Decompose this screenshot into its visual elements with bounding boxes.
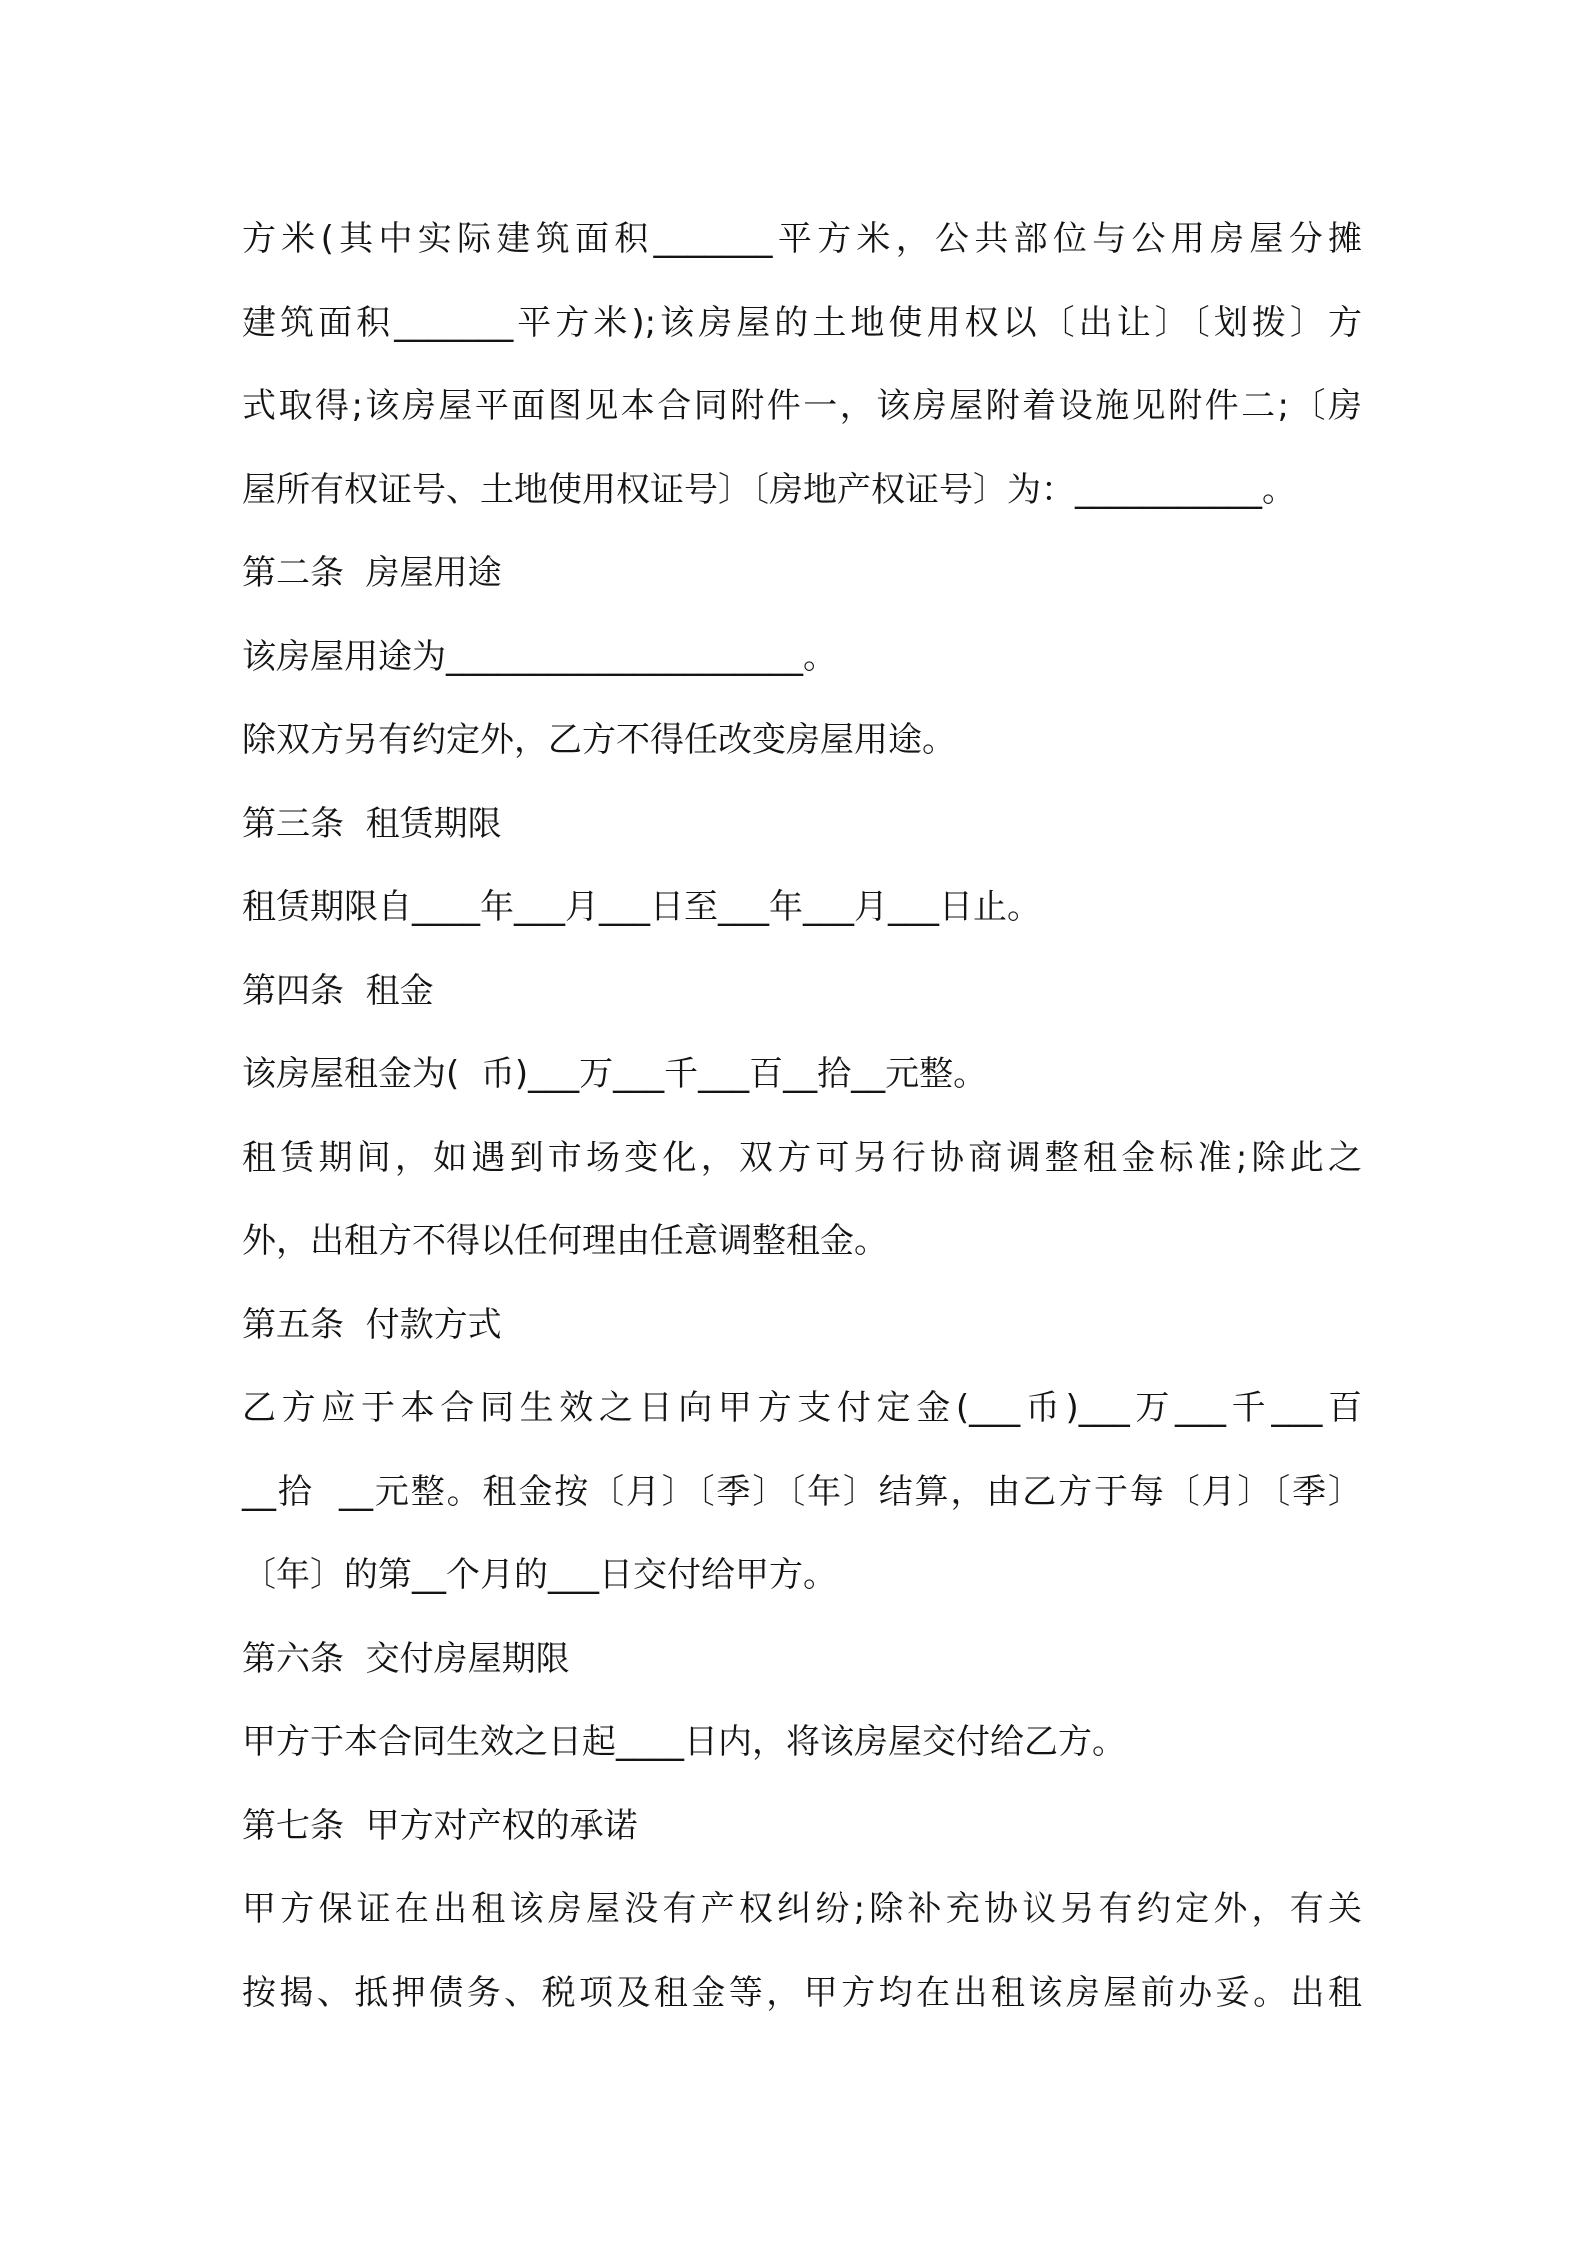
- body-line-3: 式取得;该房屋平面图见本合同附件一，该房屋附着设施见附件二;〔房: [242, 386, 1362, 426]
- article-6-heading: 第六条 交付房屋期限: [242, 1638, 570, 1679]
- body-line-11: 该房屋租金为( 币)___万___千___百__拾__元整。: [242, 1054, 988, 1094]
- article-5-heading: 第五条 付款方式: [242, 1304, 502, 1345]
- article-3-heading: 第三条 租赁期限: [242, 803, 502, 844]
- body-line-16: __拾 __元整。租金按〔月〕〔季〕〔年〕结算，由乙方于每〔月〕〔季〕: [242, 1471, 1362, 1512]
- body-line-4: 屋所有权证号、土地使用权证号〕〔房地产权证号〕为：___________。: [242, 469, 1296, 510]
- article-7-heading: 第七条 甲方对产权的承诺: [242, 1805, 638, 1846]
- article-4-heading: 第四条 租金: [242, 970, 434, 1011]
- body-line-1: 方米(其中实际建筑面积_______平方米，公共部位与公用房屋分摊: [242, 219, 1362, 259]
- body-line-15: 乙方应于本合同生效之日向甲方支付定金(___币)___万___千___百: [242, 1388, 1362, 1428]
- body-line-2: 建筑面积_______平方米);该房屋的土地使用权以〔出让〕〔划拨〕方: [242, 302, 1362, 343]
- body-line-6: 该房屋用途为_____________________。: [242, 636, 837, 677]
- body-line-22: 按揭、抵押债务、税项及租金等，甲方均在出租该房屋前办妥。出租: [242, 1972, 1362, 2013]
- body-line-7: 除双方另有约定外，乙方不得任改变房屋用途。: [242, 720, 956, 760]
- body-line-9: 租赁期限自____年___月___日至___年___月___日止。: [242, 887, 1041, 927]
- body-line-19: 甲方于本合同生效之日起____日内，将该房屋交付给乙方。: [242, 1722, 1126, 1762]
- body-line-12: 租赁期间，如遇到市场变化，双方可另行协商调整租金标准;除此之: [242, 1137, 1362, 1178]
- body-line-21: 甲方保证在出租该房屋没有产权纠纷;除补充协议另有约定外，有关: [242, 1889, 1362, 1929]
- contract-body: [242, 198, 1362, 2035]
- body-line-17: 〔年〕的第__个月的___日交付给甲方。: [242, 1555, 837, 1595]
- article-2-heading: 第二条 房屋用途: [242, 553, 502, 593]
- body-line-13: 外，出租方不得以任何理由任意调整租金。: [242, 1221, 888, 1261]
